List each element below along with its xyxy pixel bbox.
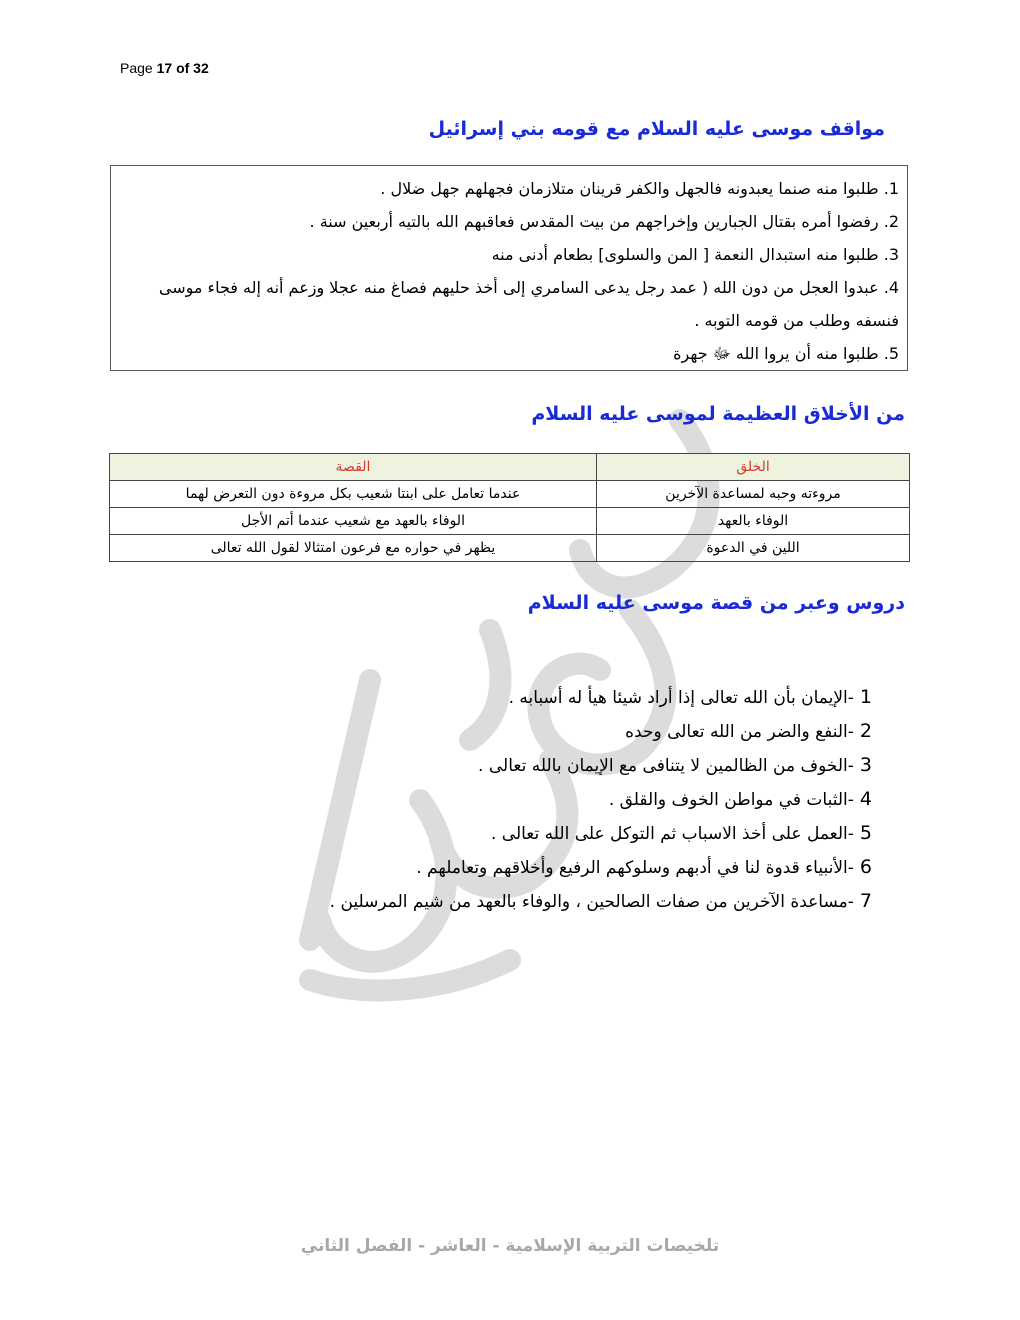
cell-trait: اللين في الدعوة — [597, 535, 910, 562]
list-item: 5-العمل على أخذ الاسباب ثم التوكل على الله تعالى . — [490, 822, 872, 844]
list-item: 2-النفع والضر من الله تعالى وحده — [625, 720, 872, 742]
cell-story: يظهر في حواره مع فرعون امتثالا لقول الله تعالى — [110, 535, 597, 562]
lessons-list — [200, 680, 872, 918]
header-trait: الخلق — [597, 454, 910, 481]
list-item: 1-الإيمان بأن الله تعالى إذا أراد شيئا هيأ له أسبابه . — [508, 686, 872, 708]
situation-item: 3. طلبوا منه استبدال النعمة [ المن والسلوى] بطعام أدنى منه — [491, 245, 899, 264]
ethics-table — [109, 453, 910, 562]
section2-title: من الأخلاق العظيمة لموسى عليه السلام — [531, 403, 905, 425]
section1-title: مواقف موسى عليه السلام مع قومه بني إسرائيل — [428, 118, 885, 140]
list-item: 7-مساعدة الآخرين من صفات الصالحين ، والوفاء بالعهد من شيم المرسلين . — [329, 890, 872, 912]
cell-trait: الوفاء بالعهد — [597, 508, 910, 535]
table-header-row — [110, 454, 910, 481]
page-current: 17 — [156, 60, 173, 76]
list-item: 3-الخوف من الظالمين لا يتنافى مع الإيمان بالله تعالى . — [478, 754, 872, 776]
header-story: القصة — [110, 454, 597, 481]
situation-item: 5. طلبوا منه أن يروا الله ﷻ جهرة — [673, 344, 899, 363]
table-row — [110, 481, 910, 508]
footer-text: تلخيصات التربية الإسلامية - العاشر - الفصل الثاني — [300, 1236, 720, 1256]
cell-story: الوفاء بالعهد مع شعيب عندما أتم الأجل — [110, 508, 597, 535]
table-row — [110, 535, 910, 562]
cell-story: عندما تعامل على ابنتا شعيب بكل مروءة دون التعرض لهما — [110, 481, 597, 508]
situations-box — [110, 165, 908, 371]
page-of: of — [176, 60, 190, 76]
situation-item: 1. طلبوا منه صنما يعبدونه فالجهل والكفر قرينان متلازمان فجهلهم جهل ضلال . — [380, 179, 899, 198]
section3-title: دروس وعبر من قصة موسى عليه السلام — [527, 592, 905, 614]
list-item: 4-الثبات في مواطن الخوف والقلق . — [608, 788, 872, 810]
situation-item: 4. عبدوا العجل من دون الله ( عمد رجل يدعى السامري إلى أخذ حليهم فصاغ منه عجلا وزعم أنه إله فجاء موسى فنسفه وطلب من قومه التوبه . — [158, 278, 899, 330]
page-total: 32 — [193, 60, 209, 76]
list-item: 6-الأنبياء قدوة لنا في أدبهم وسلوكهم الرفيع وأخلاقهم وتعاملهم . — [416, 856, 872, 878]
page-number — [120, 60, 209, 76]
page-label: Page — [120, 60, 153, 76]
cell-trait: مروءته وحبه لمساعدة الآخرين — [597, 481, 910, 508]
situation-item: 2. رفضوا أمره بقتال الجبارين وإخراجهم من بيت المقدس فعاقبهم الله بالتيه أربعين سنة . — [309, 212, 899, 231]
table-row — [110, 508, 910, 535]
